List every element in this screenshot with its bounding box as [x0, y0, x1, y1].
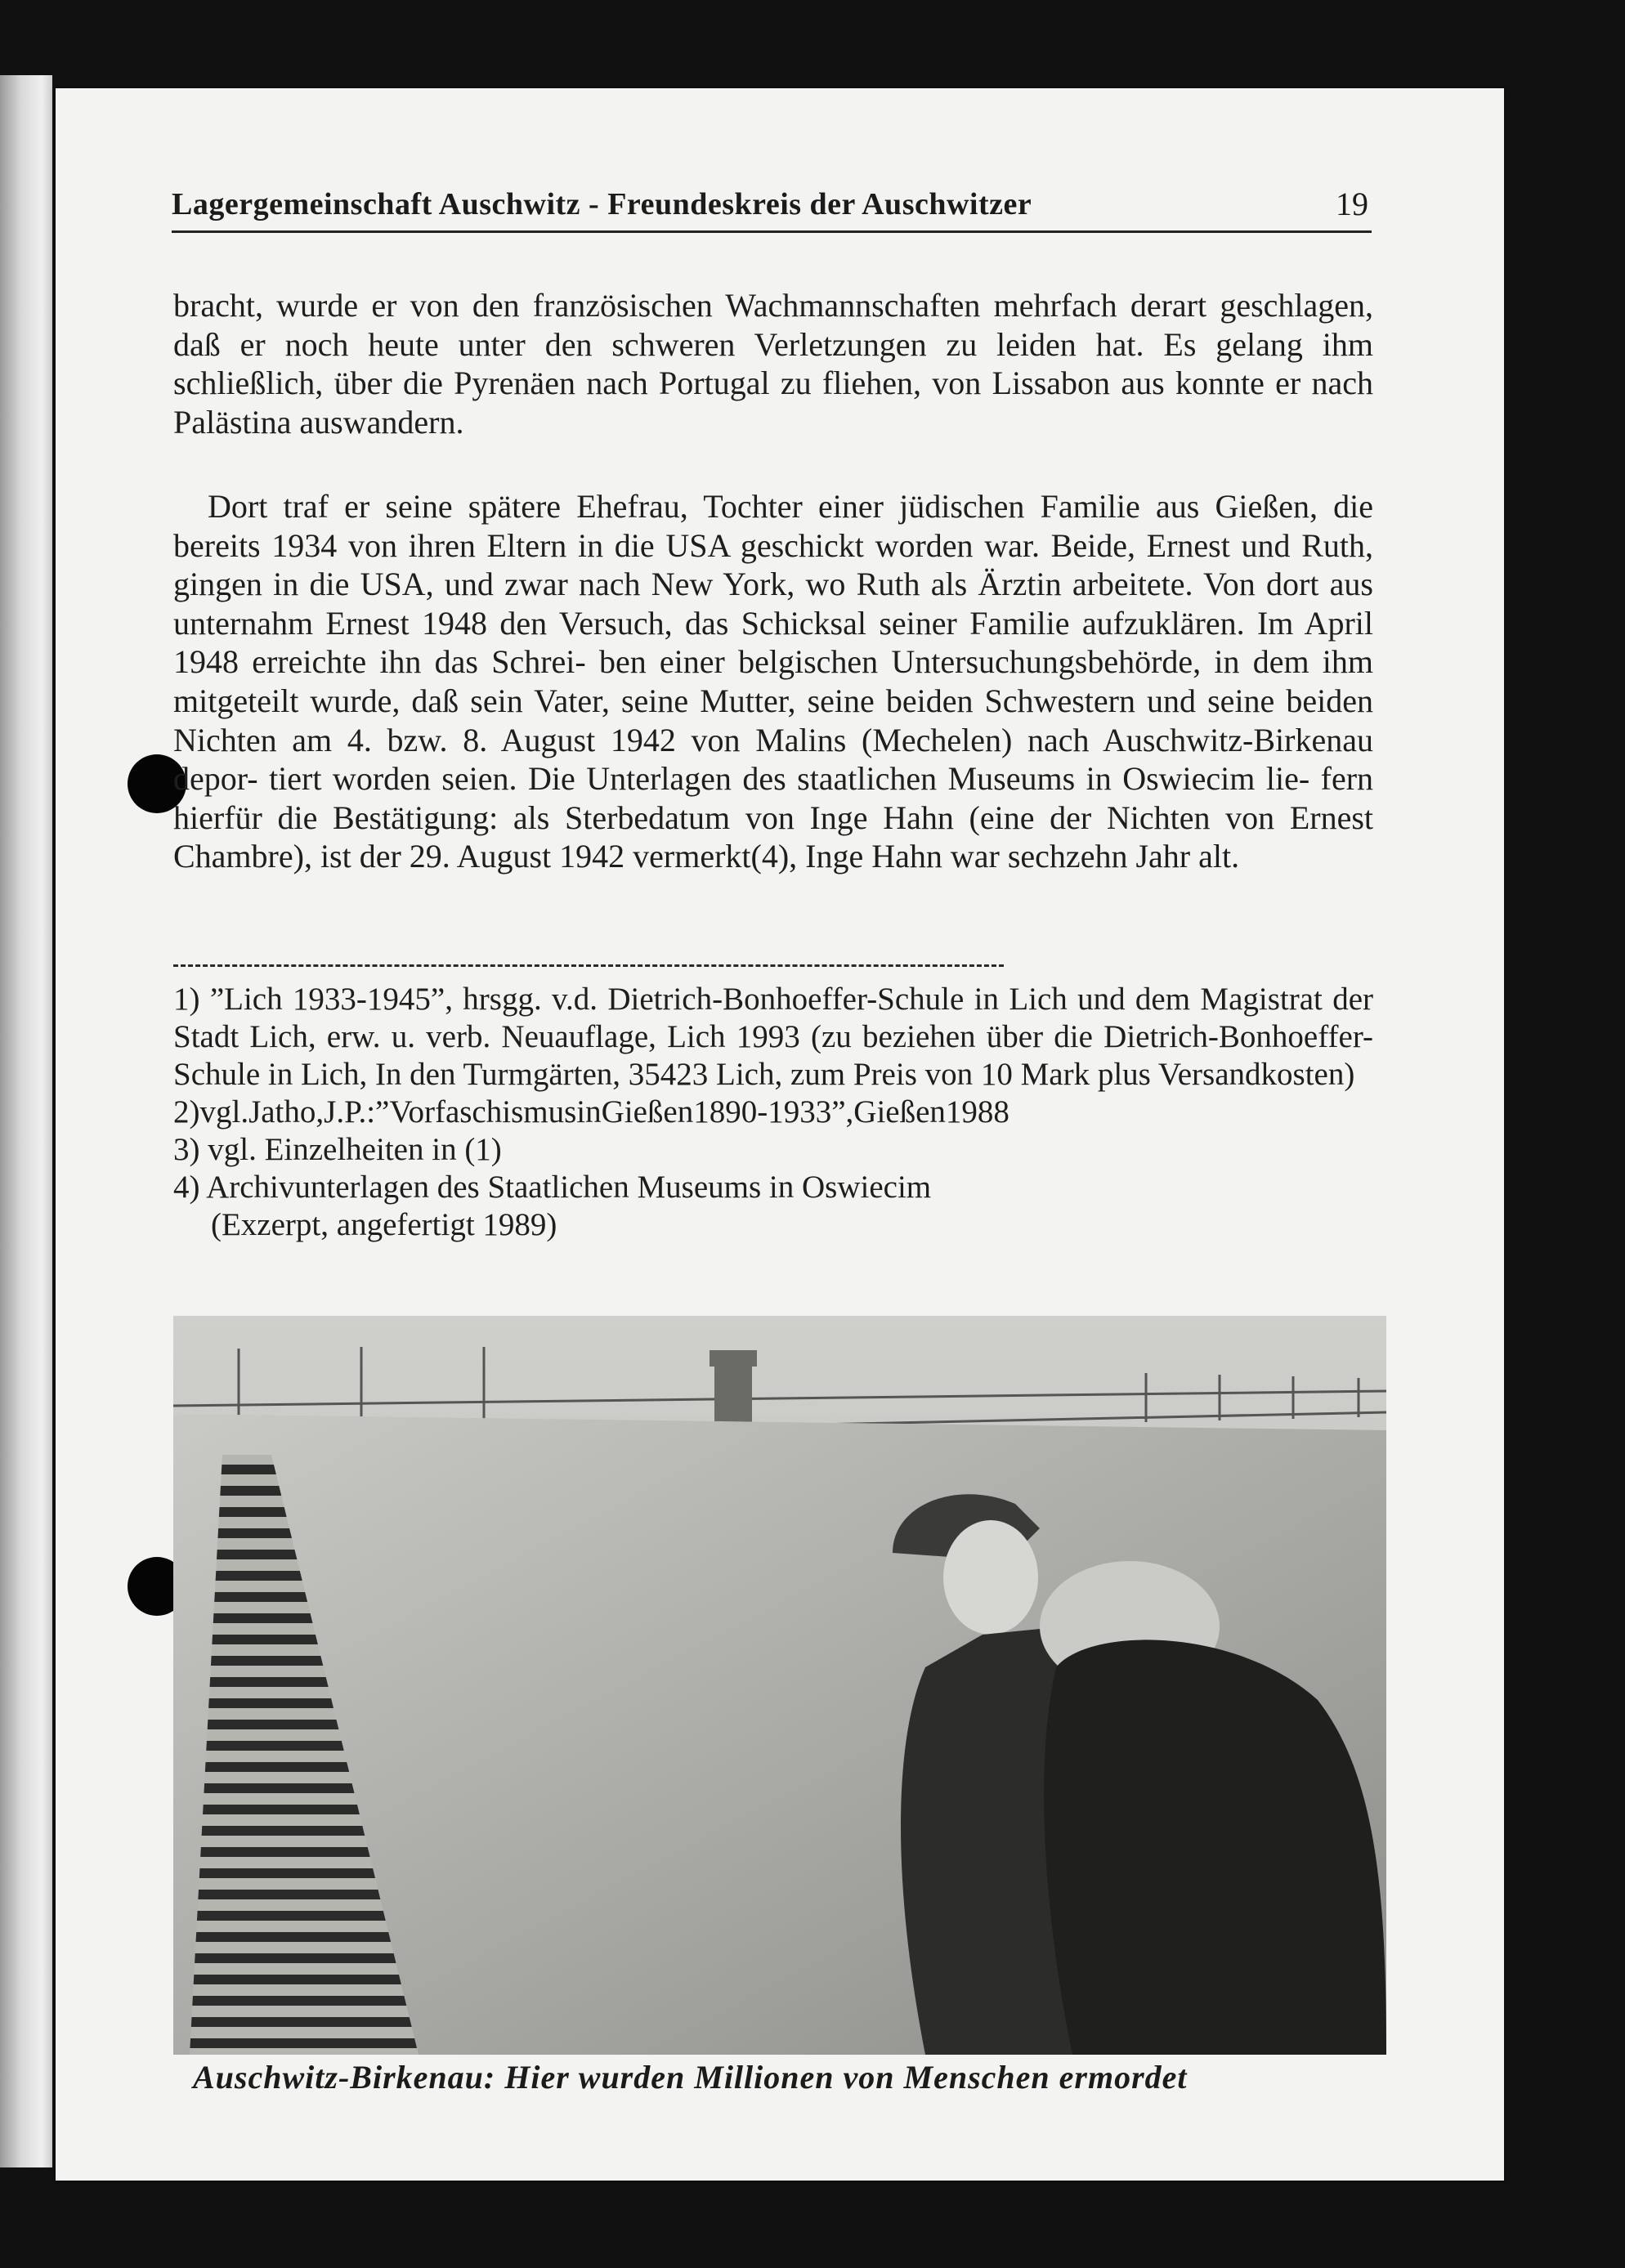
text-line: als Ärztin arbeitete. Von dort aus unternahm Ernest 1948 den Versuch, das: [173, 566, 1374, 642]
header-title: Lagergemeinschaft Auschwitz - Freundeskreis der Auschwitzer: [172, 187, 1032, 221]
footnote-1: [173, 981, 1373, 1094]
paragraph-2: [173, 487, 1373, 876]
footnote-2: [173, 1094, 1373, 1131]
footnote-line: (Exzerpt, angefertigt 1989): [211, 1207, 557, 1242]
footnote-3: [173, 1131, 1373, 1169]
footnote-line: Magistrat der Stadt Lich, erw. u. verb. Neuauflage, Lich 1993 (zu beziehen über: [173, 982, 1374, 1054]
photo-illustration: [173, 1316, 1386, 2055]
footnote-separator: [173, 964, 1004, 967]
text-line: sechzehn Jahr alt.: [1007, 838, 1240, 875]
footnote-line: 3) vgl. Einzelheiten in (1): [173, 1132, 502, 1167]
footnote-line: die Dietrich-Bonhoeffer-Schule in Lich, In den Turmgärten, 35423 Lich, zum: [173, 1019, 1374, 1092]
text-line: geschlagen, daß er noch heute unter den schweren Verletzungen zu leiden hat.: [173, 287, 1374, 363]
text-line: ben einer belgischen Untersuchungsbehörde, in dem ihm mitgeteilt wurde, daß: [173, 643, 1374, 719]
footnotes: [173, 981, 1373, 1244]
footnote-line: 2)vgl.Jatho,J.P.:”VorfaschismusinGießen1890-1933”,Gießen1988: [173, 1094, 1009, 1130]
adjacent-page-edge: [0, 75, 52, 2167]
footnote-line: Preis von 10 Mark plus Versandkosten): [853, 1057, 1355, 1092]
text-line: Gießen, die bereits 1934 von ihren Eltern in die USA geschickt worden war.: [173, 488, 1373, 564]
paragraph-1: [173, 286, 1373, 441]
text-line: fern hierfür die Bestätigung: als Sterbedatum von Inge Hahn (eine der Nichten: [173, 760, 1374, 836]
text-line: Lissabon aus konnte er nach Palästina auswandern.: [173, 365, 1374, 441]
text-line: Beide, Ernest und Ruth, gingen in die USA, und zwar nach New York, wo Ruth: [173, 526, 1374, 603]
text-line: tiert worden seien. Die Unterlagen des staatlichen Museums in Oswiecim lie-: [269, 760, 1310, 798]
text-line: von Ernest Chambre), ist der 29. August 1942 vermerkt(4), Inge Hahn war: [173, 798, 1374, 875]
watchtower-icon: [710, 1350, 757, 1422]
text-line: bracht, wurde er von den französischen Wachmannschaften mehrfach derart: [173, 287, 1207, 324]
text-line: Schicksal seiner Familie aufzuklären. Im April 1948 erreichte ihn das Schrei-: [173, 604, 1373, 681]
text-line: Dort traf er seine spätere Ehefrau, Tochter einer jüdischen Familie aus: [208, 488, 1200, 525]
text-line: sein Vater, seine Mutter, seine beiden Schwestern und seine beiden Nichten am: [173, 682, 1374, 758]
footnote-line: 4) Archivunterlagen des Staatlichen Museums in Oswiecim: [173, 1170, 932, 1205]
text-line: 4. bzw. 8. August 1942 von Malins (Mechelen) nach Auschwitz-Birkenau depor-: [173, 721, 1373, 798]
page-number: 19: [1336, 186, 1368, 222]
running-header: [172, 178, 1372, 233]
photo-caption: Auschwitz-Birkenau: Hier wurden Millionen von Menschen ermordet: [193, 2059, 1188, 2096]
footnote-4: [173, 1169, 1373, 1244]
photo-birkenau: [173, 1316, 1386, 2055]
footnote-line: 1) ”Lich 1933-1945”, hrsgg. v.d. Dietrich-Bonhoeffer-Schule in Lich und dem: [173, 982, 1191, 1017]
text-line: Es gelang ihm schließlich, über die Pyrenäen nach Portugal zu fliehen, von: [173, 325, 1373, 402]
